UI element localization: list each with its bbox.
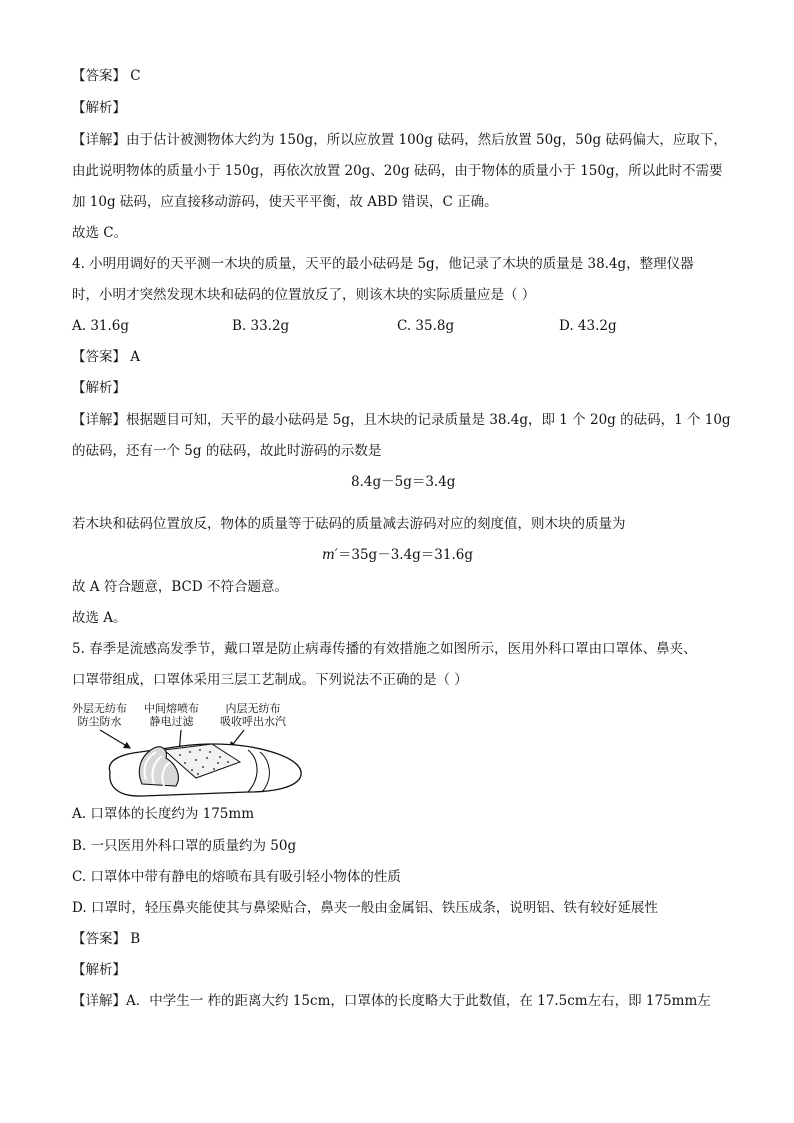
answer-tag: 【 答案 】 [72,349,126,365]
q4-line-after: 故 A 符合题意，BCD 不符合题意。 [72,579,288,595]
q5-stem-line: 5. 春季是流感高发季节，戴口罩是防止病毒传播的有效措施之如图所示，医用外科口罩由口罩体、鼻夹、 [72,641,697,657]
answer-tag: 【 答案 】 [72,931,126,947]
equation-variable: m′ [322,547,338,563]
detail-tag: 【 详解 】 [72,132,126,148]
q4-detail-line: 的砝码，还有一个 5g 的砝码，故此时游码的示数是 [72,443,382,459]
detail-text: A．中学生一 柞的距离大约 15cm，口罩体的长度略大于此数值，在 17.5cm左右，即 175mm左 [126,993,711,1009]
outer-layer-label: 外层无纺布 防尘防水 [72,702,127,728]
mask-drawing [72,700,332,800]
q5-answer-line [72,929,140,949]
q4-option-b: B. 33.2g [232,318,290,334]
answer-value: C [130,68,141,84]
equation-rest: ＝35g－3.4g＝31.6g [337,547,474,563]
q3-answer-line [72,66,141,86]
q3-conclusion: 故选 C。 [72,225,128,241]
q4-answer-line [72,347,140,367]
q5-option-c: C. 口罩体中带有静电的熔喷布具有吸引轻小物体的性质 [72,869,401,885]
q5-detail-line [72,991,711,1011]
q5-option-b: B. 一只医用外科口罩的质量约为 50g [72,838,297,854]
analysis-tag: 【 解析 】 [72,962,126,978]
q4-option-a: A. 31.6g [72,318,130,334]
q4-option-d: D. 43.2g [559,318,617,334]
detail-text: 由于估计被测物体大约为 150g，所以应放置 100g 砝码，然后放置 50g，50g 砝码偏大，应取下， [126,132,727,148]
q4-stem-line: 4. 小明用调好的天平测一木块的质量，天平的最小砝码是 5g，他记录了木块的质量是 38.4g，整理仪器 [72,256,694,272]
detail-tag: 【 详解 】 [72,993,126,1009]
detail-tag: 【 详解 】 [72,412,126,428]
answer-value: B [130,931,141,947]
q5-option-d: D. 口罩时，轻压鼻夹能使其与鼻梁贴合，鼻夹一般由金属铝、铁压成条，说明铝、铁有较好延展性 [72,900,658,916]
q5-stem-line: 口罩带组成，口罩体采用三层工艺制成。下列说法不正确的是（ ） [72,672,468,688]
analysis-tag: 【 解析 】 [72,380,126,396]
detail-text: 根据题目可知，天平的最小砝码是 5g，且木块的记录质量是 38.4g，即 1 个 20g 的砝码，1 个 10g [126,412,731,428]
q4-equation-1: 8.4g－5g＝3.4g [351,474,456,490]
q4-stem-line: 时，小明才突然发现木块和砝码的位置放反了，则该木块的实际质量应是（ ） [72,287,536,303]
q4-mid-line: 若木块和砝码位置放反，物体的质量等于砝码的质量减去游码对应的刻度值，则木块的质量为 [72,516,626,532]
answer-tag: 【 答案 】 [72,68,126,84]
q5-analysis-label [72,960,126,980]
q4-detail-line [72,410,731,430]
q5-option-a: A. 口罩体的长度约为 175mm [72,806,254,822]
q4-equation-2 [322,545,473,565]
answer-value: A [130,349,141,365]
q4-analysis-label [72,378,126,398]
q4-option-c: C. 35.8g [397,318,455,334]
q3-detail-line: 加 10g 砝码，应直接移动游码，使天平平衡，故 ABD 错误，C 正确。 [72,194,498,210]
analysis-tag: 【 解析 】 [72,100,126,116]
middle-layer-label: 中间熔喷布 静电过滤 [144,702,199,728]
q4-conclusion: 故选 A。 [72,610,127,626]
q3-detail-line: 由此说明物体的质量小于 150g，再依次放置 20g、20g 砝码，由于物体的质量小于 150g，所以此时不需要 [72,163,723,179]
inner-layer-label: 内层无纺布 吸收呼出水汽 [220,702,286,728]
q3-detail-line [72,130,727,150]
q3-analysis-label [72,98,126,118]
mask-diagram [72,700,332,800]
